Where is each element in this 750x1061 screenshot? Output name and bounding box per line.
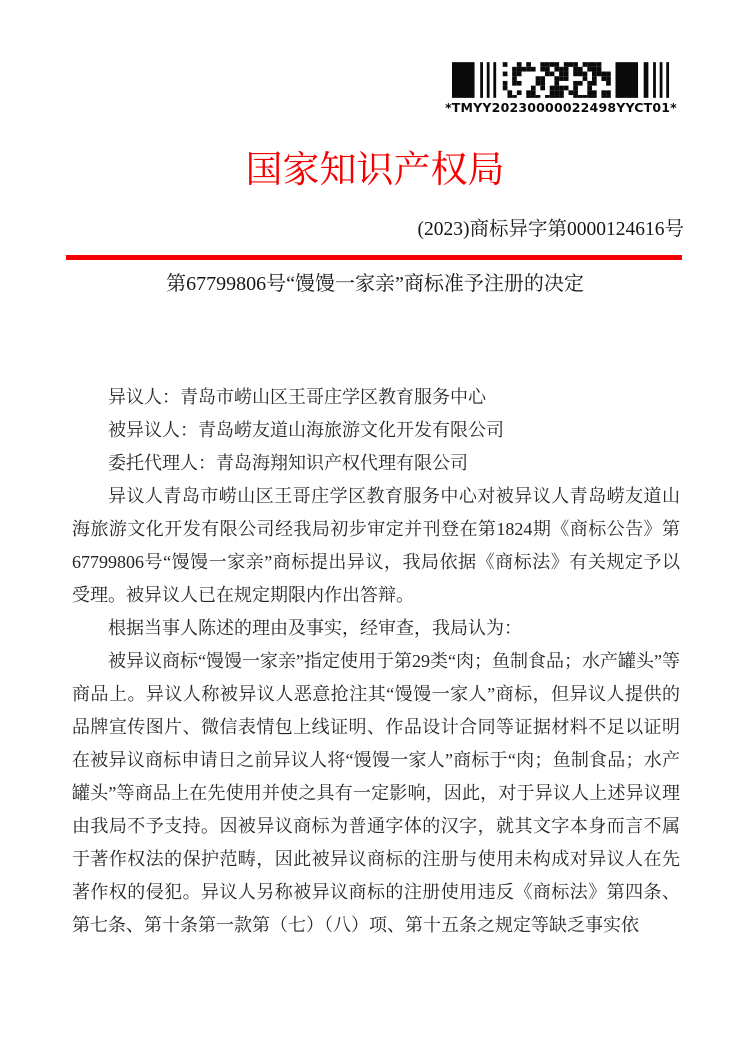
paragraph-case-summary: 异议人青岛市崂山区王哥庄学区教育服务中心对被异议人青岛崂友道山海旅游文化开发有限公司经我局初步审定并刊登在第1824期《商标公告》第67799806号“馒馒一家亲”商标提出异议，我局依据《商标法》有关规定予以受理。被异议人已在规定期限内作出答辩。 bbox=[72, 486, 680, 605]
paragraph-findings: 被异议商标“馒馒一家亲”指定使用于第29类“肉；鱼制食品；水产罐头”等商品上。异议人称被异议人恶意抢注其“馒馒一家人”商标，但异议人提供的品牌宣传图片、微信表情包上线证明、作品设计合同等证据材料不足以证明在被异议商标申请日之前异议人将“馒馒一家人”商标于“肉；鱼制食品；水产罐头”等商品上在先使用并使之具有一定影响，因此，对于异议人上述异议理由我局不予支持。因被异议商标为普通字体的汉字，就其文字本身而言不属于著作权法的保护范畴，因此被异议商标的注册与使用未构成对异议人在先著作权的侵犯。异议人另称被异议商标的注册使用违反《商标法》第四条、第七条、第十条第一款第（七）（八）项、第十五条之规定等缺乏事实依 bbox=[72, 651, 680, 935]
barcode-graphic bbox=[452, 61, 670, 99]
party-line-agent: 委托代理人：青岛海翔知识产权代理有限公司 bbox=[108, 453, 468, 473]
red-divider-rule bbox=[66, 255, 682, 260]
authority-title: 国家知识产权局 bbox=[245, 150, 505, 191]
party-line-opponent: 异议人：青岛市崂山区王哥庄学区教育服务中心 bbox=[108, 387, 486, 407]
paragraph-review-intro: 根据当事人陈述的理由及事实，经审查，我局认为： bbox=[108, 618, 522, 638]
decision-body bbox=[72, 381, 680, 942]
decision-title: 第67799806号“馒馒一家亲”商标准予注册的决定 bbox=[166, 273, 584, 295]
barcode-block bbox=[438, 61, 684, 115]
document-number: (2023)商标异字第0000124616号 bbox=[417, 219, 684, 240]
party-line-opposed: 被异议人：青岛崂友道山海旅游文化开发有限公司 bbox=[108, 420, 504, 440]
barcode-text: *TMYY20230000022498YYCT01* bbox=[445, 100, 677, 115]
